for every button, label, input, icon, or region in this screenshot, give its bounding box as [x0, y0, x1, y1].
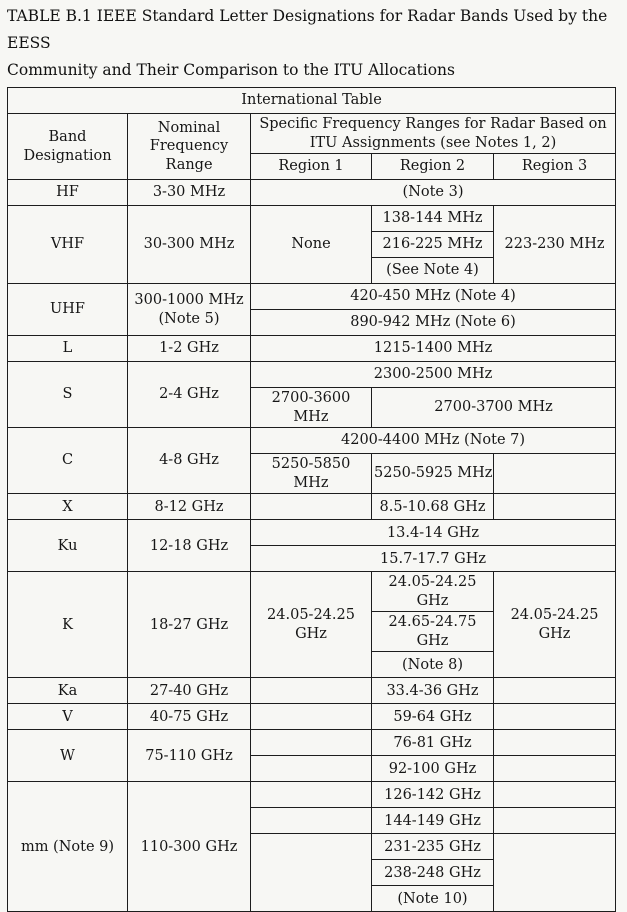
freq-cell-k-region3: 24.05-24.25 GHz	[494, 572, 616, 678]
table-row-c-1	[8, 428, 616, 454]
freq-cell-vhf-region1: None	[251, 206, 372, 284]
band-cell-hf: HF	[8, 180, 128, 206]
empty-cell-x-region3	[494, 494, 616, 520]
freq-cell-c-region1: 5250-5850 MHz	[251, 454, 372, 494]
empty-cell-ka-region3	[494, 678, 616, 704]
freq-cell-mm-region2-2: 144-149 GHz	[372, 808, 494, 834]
nominal-cell-mm: 110-300 GHz	[128, 782, 251, 912]
col-header-band-designation: Band Designation	[8, 114, 128, 180]
band-cell-x: X	[8, 494, 128, 520]
table-row-k-1	[8, 572, 616, 612]
table-row-uhf-1	[8, 284, 616, 310]
nominal-cell-ku: 12-18 GHz	[128, 520, 251, 572]
empty-cell-mm1-region1	[251, 782, 372, 808]
nominal-cell-ka: 27-40 GHz	[128, 678, 251, 704]
band-cell-mm: mm (Note 9)	[8, 782, 128, 912]
empty-cell-mm1-region3	[494, 782, 616, 808]
freq-cell-s-region1: 2700-3600 MHz	[251, 388, 372, 428]
table-row-l	[8, 336, 616, 362]
freq-cell-ku-2: 15.7-17.7 GHz	[251, 546, 616, 572]
freq-cell-x-region2: 8.5-10.68 GHz	[372, 494, 494, 520]
empty-cell-mm2-region1	[251, 808, 372, 834]
table-row-vhf-1	[8, 206, 616, 232]
table-row-ku-1	[8, 520, 616, 546]
freq-cell-k-region2-2: 24.65-24.75 GHz	[372, 612, 494, 652]
col-header-region3: Region 3	[494, 154, 616, 180]
freq-cell-v-region2: 59-64 GHz	[372, 704, 494, 730]
page-title	[0, 0, 627, 84]
table-row-hf	[8, 180, 616, 206]
empty-cell-w2-region3	[494, 756, 616, 782]
band-cell-vhf: VHF	[8, 206, 128, 284]
table-row-ka	[8, 678, 616, 704]
freq-cell-hf-note3: (Note 3)	[251, 180, 616, 206]
freq-cell-mm-region2-3: 231-235 GHz	[372, 834, 494, 860]
nominal-cell-uhf: 300-1000 MHz (Note 5)	[128, 284, 251, 336]
nominal-cell-w: 75-110 GHz	[128, 730, 251, 782]
freq-cell-c-1: 4200-4400 MHz (Note 7)	[251, 428, 616, 454]
freq-cell-k-region1: 24.05-24.25 GHz	[251, 572, 372, 678]
freq-cell-c-region2: 5250-5925 MHz	[372, 454, 494, 494]
empty-cell-mm3-region1	[251, 834, 372, 912]
freq-cell-s-1: 2300-2500 MHz	[251, 362, 616, 388]
empty-cell-v-region3	[494, 704, 616, 730]
col-header-region1: Region 1	[251, 154, 372, 180]
freq-cell-mm-region2-1: 126-142 GHz	[372, 782, 494, 808]
freq-cell-w-region2-2: 92-100 GHz	[372, 756, 494, 782]
band-cell-k: K	[8, 572, 128, 678]
empty-cell-mm2-region3	[494, 808, 616, 834]
freq-cell-vhf-region2-2: 216-225 MHz	[372, 232, 494, 258]
table-row-v	[8, 704, 616, 730]
empty-cell-w1-region3	[494, 730, 616, 756]
freq-cell-vhf-region3: 223-230 MHz	[494, 206, 616, 284]
band-cell-ka: Ka	[8, 678, 128, 704]
freq-cell-l: 1215-1400 MHz	[251, 336, 616, 362]
freq-cell-vhf-region2-1: 138-144 MHz	[372, 206, 494, 232]
nominal-cell-c: 4-8 GHz	[128, 428, 251, 494]
table-row-international-header	[8, 88, 616, 114]
nominal-cell-v: 40-75 GHz	[128, 704, 251, 730]
empty-cell-mm3-region3	[494, 834, 616, 912]
freq-cell-k-region2-3: (Note 8)	[372, 652, 494, 678]
table-row-column-headers	[8, 114, 616, 154]
band-cell-uhf: UHF	[8, 284, 128, 336]
nominal-cell-x: 8-12 GHz	[128, 494, 251, 520]
table-row-x	[8, 494, 616, 520]
band-cell-c: C	[8, 428, 128, 494]
nominal-cell-s: 2-4 GHz	[128, 362, 251, 428]
empty-cell-w1-region1	[251, 730, 372, 756]
band-cell-w: W	[8, 730, 128, 782]
freq-cell-mm-region2-4: 238-248 GHz	[372, 860, 494, 886]
table-row-s-1	[8, 362, 616, 388]
empty-cell-c-region3	[494, 454, 616, 494]
band-cell-l: L	[8, 336, 128, 362]
empty-cell-ka-region1	[251, 678, 372, 704]
page-title-line2: Community and Their Comparison to the ITU Allocations	[7, 61, 455, 79]
nominal-cell-l: 1-2 GHz	[128, 336, 251, 362]
freq-cell-vhf-region2-3: (See Note 4)	[372, 258, 494, 284]
empty-cell-x-region1	[251, 494, 372, 520]
nominal-cell-hf: 3-30 MHz	[128, 180, 251, 206]
band-cell-s: S	[8, 362, 128, 428]
radar-band-table	[7, 87, 616, 912]
band-cell-v: V	[8, 704, 128, 730]
col-header-specific-ranges: Specific Frequency Ranges for Radar Based on ITU Assignments (see Notes 1, 2)	[251, 114, 616, 154]
freq-cell-ka-region2: 33.4-36 GHz	[372, 678, 494, 704]
page-title-line1: TABLE B.1 IEEE Standard Letter Designations for Radar Bands Used by the EESS	[7, 7, 608, 52]
table-row-w-1	[8, 730, 616, 756]
freq-cell-uhf-2: 890-942 MHz (Note 6)	[251, 310, 616, 336]
freq-cell-w-region2-1: 76-81 GHz	[372, 730, 494, 756]
freq-cell-ku-1: 13.4-14 GHz	[251, 520, 616, 546]
freq-cell-k-region2-1: 24.05-24.25 GHz	[372, 572, 494, 612]
freq-cell-mm-region2-5: (Note 10)	[372, 886, 494, 912]
empty-cell-w2-region1	[251, 756, 372, 782]
table-row-mm-1	[8, 782, 616, 808]
col-header-region2: Region 2	[372, 154, 494, 180]
empty-cell-v-region1	[251, 704, 372, 730]
international-table-header: International Table	[8, 88, 616, 114]
freq-cell-uhf-1: 420-450 MHz (Note 4)	[251, 284, 616, 310]
col-header-nominal-frequency: Nominal Frequency Range	[128, 114, 251, 180]
nominal-cell-k: 18-27 GHz	[128, 572, 251, 678]
band-cell-ku: Ku	[8, 520, 128, 572]
freq-cell-s-region23: 2700-3700 MHz	[372, 388, 616, 428]
nominal-cell-vhf: 30-300 MHz	[128, 206, 251, 284]
